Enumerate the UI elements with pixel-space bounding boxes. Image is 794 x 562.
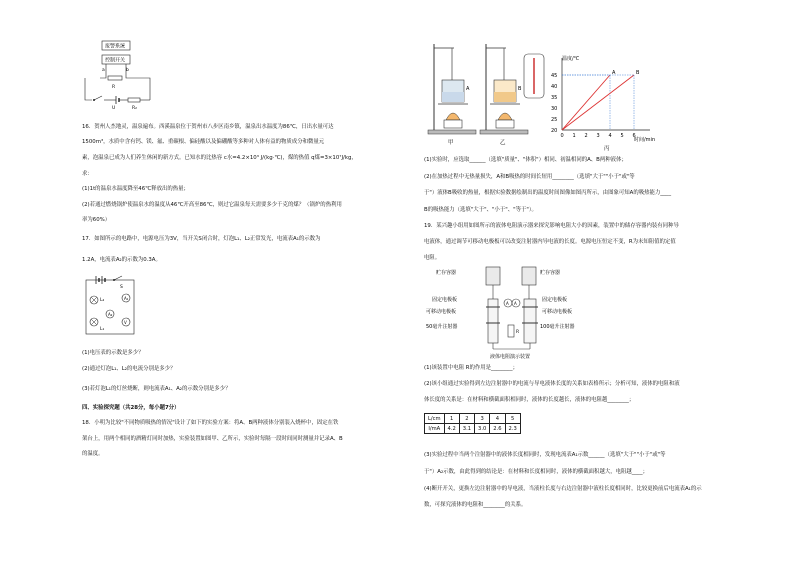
table-row	[425, 414, 521, 424]
table-cell: 3.0	[475, 424, 490, 434]
table-cell: 4	[490, 414, 505, 424]
table-cell: 2.6	[490, 424, 505, 434]
q19-line3: 电阻。	[424, 255, 441, 261]
q17-line2: 1.2A，电流表A₂的示数为0.3A。	[82, 257, 161, 263]
movable-plate-left-label: 可移动电极板	[426, 309, 457, 315]
q19-sub3a: (3)实验过程中当两个注射器中的液体长度相同时，发现电流表A₁示数______（选填"大于""小于"或"等	[424, 452, 666, 458]
x-tick-label: 2	[584, 133, 588, 139]
table-cell: 3.1	[459, 424, 474, 434]
y-tick-label: 30	[551, 106, 558, 112]
fixed-plate-left-label: 固定电极板	[432, 297, 458, 303]
table-row	[425, 424, 521, 434]
y-tick-label: 40	[551, 84, 558, 90]
x-tick-label: 6	[632, 133, 636, 139]
ammeter-a1-label: A	[506, 301, 509, 306]
r2-label: R₂	[132, 106, 137, 110]
terminal-b-label: b	[126, 68, 129, 73]
section4-heading: 四、实验探究题（共28分，每小题7分）	[82, 405, 180, 411]
q18-line2: 架台上，用两个相同的酒精灯同时加热，实验装置如图甲、乙所示，实验时每隔一段时间同时测量并记录A、B	[82, 436, 343, 442]
q19-sub1: (1)该装置中电阻 R的作用是________；	[424, 365, 518, 371]
table-cell: 1	[444, 414, 459, 424]
q19-line1: 19．某兴趣小组用如图所示的液体电阻演示器来探究影响电阻大小的因素，装置中的储存容器内装有同种导	[424, 223, 679, 229]
chart-xlabel: 时间/min	[634, 137, 656, 143]
q16-line6: (2)若通过燃烧锅炉使温泉水的温度从46℃开高至86℃，则过它温泉每天需要多少千克的煤？（锅炉的热利用	[82, 202, 342, 208]
series-label-a: A	[612, 70, 616, 76]
q18-sub2: (2)在加热过程中无热量损失，A和B吸热的时间长短用________（选填"大于""小于"或"等	[424, 174, 635, 180]
lamp-l2-label: L₂	[100, 298, 105, 303]
y-tick-label: 20	[551, 128, 558, 134]
store-right-label: 贮存容器	[540, 270, 561, 276]
q16-line2: 1500m³，水质中含有钙、镁、氟、重碳根、偏硅酸以及偏硼酸等多种对人体有益的物质成分和微量元	[82, 139, 325, 145]
terminal-a-label: a	[102, 68, 105, 73]
r1-label: R	[112, 85, 116, 90]
resistor-r-label: R	[516, 330, 520, 335]
q17-circuit-figure	[82, 270, 142, 340]
q18-sub4: B的吸热能力（选填"大于"、"小于"、"等于"）。	[424, 207, 537, 213]
q18-sub1: (1)实验时，应选取______（选填"质量"、"体积"）相同、初温相同的A、B两种液体；	[424, 157, 627, 163]
y-tick-label: 45	[551, 73, 558, 79]
syringe-50-label: 50毫升注射器	[426, 324, 458, 330]
x-tick-label: 0	[560, 133, 564, 139]
table-cell: 4.2	[444, 424, 459, 434]
x-tick-label: 3	[596, 133, 600, 139]
syringe-100-label: 100毫升注射器	[540, 324, 575, 330]
ammeter-a2-label: A₂	[108, 312, 113, 317]
q17-sub3: (3)若灯泡L₁的灯丝烧断，则电流表A₁、A₂的示数分别是多少？	[82, 386, 231, 392]
table-cell: 2	[459, 414, 474, 424]
y-tick-label: 25	[551, 117, 558, 123]
q19-sub4a: (4)断开开关，更换左边注射器中的导电液，当液柱长度与右边注射器中液柱长度相同时，比较更换前后电流表A₁的示	[424, 486, 702, 492]
device-caption: 液体电阻演示装置	[490, 354, 531, 360]
u-label: U	[112, 106, 116, 110]
q16-line5: (1)1t的温泉水温度降至46℃释放出的热量；	[82, 186, 189, 192]
chart-ylabel: 温度/℃	[562, 56, 580, 62]
chart-caption-bing: 丙	[604, 146, 610, 152]
current-length-table	[424, 413, 521, 434]
q19-sub3b: 于"）A₂示数，由此得到的结论是：在材料和长度相同时，液体的横截面积越大，电阻越____；	[424, 469, 648, 475]
series-line-b	[562, 75, 634, 130]
table-head-cell: I/mA	[425, 424, 445, 434]
x-tick-label: 1	[572, 133, 576, 139]
store-left-label: 贮存容器	[436, 270, 457, 276]
y-tick-label: 35	[551, 95, 558, 101]
q16-line4: 求：	[82, 171, 93, 177]
liquid-resistance-device-figure	[424, 263, 614, 363]
q16-line1: 16．贺州人杰地灵，温泉遍布。西溪温泉位于贺州市八步区南乡镇，温泉出水温度为86℃，日出水量可达	[82, 124, 334, 130]
table-head-cell: L/cm	[425, 414, 445, 424]
ammeter-a1-label: A₁	[124, 296, 129, 301]
q19-sub2a: (2)该小组通过实验得到左边注射器中的电流与导电液体长度的关系如表格所示；分析可知，液体的电阻和液	[424, 381, 680, 387]
q19-line2: 电液体，通过调节可移动电极板可以改变注射器内导电液的长度。电源电压恒定不变，R为未知阻值的定值	[424, 239, 676, 245]
alarm-system-label: 报警系统	[105, 43, 126, 50]
q18-line1: 18．小明为比较"不同物质吸热的情况"设计了如下的实验方案：将A、B两种液体分别装入烧杯中，固定在铁	[82, 420, 339, 426]
q19-sub4b: 数，可探究液体的电阻和________的关系。	[424, 502, 527, 508]
figure-yi-label: 乙	[500, 140, 506, 146]
series-label-b: B	[636, 70, 640, 76]
table-cell: 2.3	[505, 424, 520, 434]
table-cell: 3	[475, 414, 490, 424]
lamp-l1-label: L₁	[100, 327, 105, 332]
control-switch-label: 控制开关	[105, 57, 126, 64]
ammeter-a2-label: A	[514, 301, 517, 306]
heating-apparatus-figure	[424, 40, 552, 146]
series-line-a	[562, 75, 610, 130]
switch-s-label: S	[120, 285, 123, 290]
figure-jia-label: 甲	[448, 140, 454, 146]
q19-sub2b: 体长度的关系是：在材料和横截面积相同时，液体的长度越长，液体的电阻越________；	[424, 397, 635, 403]
x-tick-label: 4	[608, 133, 612, 139]
alarm-circuit-figure	[82, 38, 162, 110]
q17-sub2: (2)通过灯泡L₁、L₂的电流分别是多少？	[82, 366, 176, 372]
fixed-plate-right-label: 固定电极板	[542, 297, 568, 303]
x-tick-label: 5	[620, 133, 624, 139]
q16-line7: 率为60%）	[82, 217, 111, 223]
q18-sub3: 于"）液体B吸收的热量，根据实验数据绘制出的温度时间图像如图丙所示，由图象可知A的吸热能力____	[424, 190, 672, 196]
q17-line1: 17．如图所示的电路中，电源电压为3V，当开关S闭合时，灯泡L₁、L₂正常发光，电流表A₁的示数为	[82, 236, 321, 242]
liquid-a-label: A	[466, 86, 470, 92]
q18-line3: 的温度。	[82, 451, 104, 457]
liquid-b-label: B	[518, 86, 522, 92]
table-cell: 5	[505, 414, 520, 424]
temperature-time-chart	[546, 52, 664, 152]
q17-sub1: (1)电压表的示数是多少？	[82, 350, 144, 356]
movable-plate-right-label: 可移动电极板	[542, 309, 573, 315]
voltmeter-v-label: V	[124, 320, 127, 325]
q16-line3: 素，泡温泉已成为人们养生休闲的新方式。已知水的比热容 c水=4.2×10³ J/(kg·℃)，煤的热值 q煤=3×10⁷J/kg，	[82, 155, 357, 161]
